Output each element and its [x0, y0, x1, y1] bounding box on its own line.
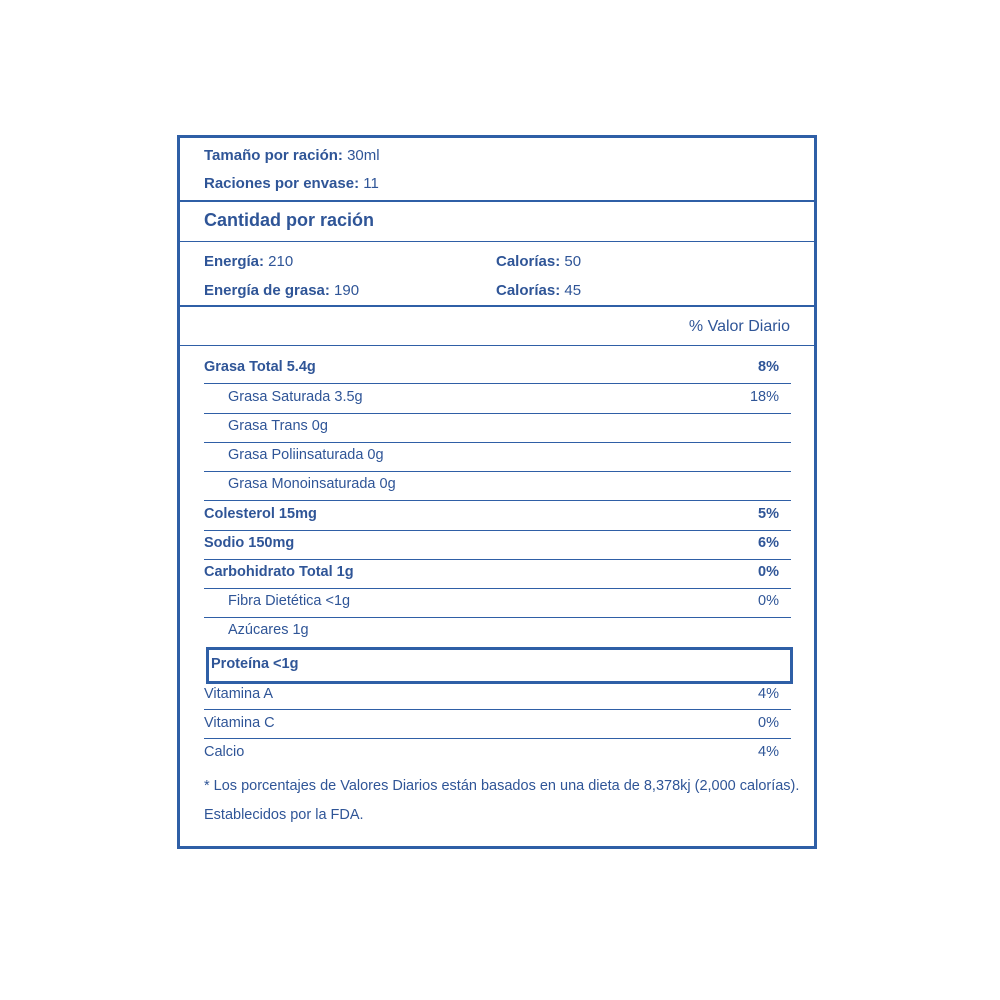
serving-size-value: 30ml: [342, 147, 380, 164]
nutrient-row: [204, 442, 791, 472]
nutrient-row: [204, 384, 791, 414]
vitamin-percent: 4%: [758, 744, 779, 760]
nutrient-row: [204, 471, 791, 501]
servings-per-container: [204, 175, 379, 192]
nutrient-label: Sodio 150mg: [204, 535, 295, 551]
nutrient-label: Colesterol 15mg: [204, 506, 317, 522]
nutrient-row: [204, 559, 791, 589]
nutrient-percent: 0%: [758, 593, 779, 609]
energy-row: [204, 253, 293, 270]
vitamin-row: [204, 681, 791, 710]
vitamin-row: [204, 739, 791, 767]
nutrient-row: [204, 354, 791, 384]
footnote: * Los porcentajes de Valores Diarios están basados en una dieta de 8,378kj (2,000 calorías). Establecidos por la FDA.: [204, 778, 800, 823]
protein-label: Proteína <1g: [211, 656, 299, 672]
nutrient-label: Carbohidrato Total 1g: [204, 564, 354, 580]
servings-count-value: 11: [359, 175, 379, 192]
vitamin-label: Calcio: [204, 744, 245, 760]
vitamin-label: Vitamina A: [204, 686, 274, 702]
nutrient-percent: 5%: [758, 506, 779, 522]
calories-value: 50: [560, 253, 582, 270]
fat-energy-label: Energía de grasa:: [204, 282, 330, 299]
fat-calories-value: 45: [560, 282, 582, 299]
nutrient-row: [204, 501, 791, 531]
protein-row: [206, 647, 793, 684]
nutrient-percent: 8%: [758, 359, 779, 375]
nutrition-facts-label: [177, 135, 817, 849]
nutrient-row: [204, 530, 791, 560]
nutrient-percent: 0%: [758, 564, 779, 580]
servings-count-label: Raciones por envase:: [204, 175, 360, 192]
amount-per-serving-section: [180, 202, 814, 242]
vitamin-row: [204, 710, 791, 739]
serving-size: [204, 147, 380, 164]
nutrient-label: Azúcares 1g: [228, 622, 309, 638]
nutrient-row: [204, 617, 791, 646]
daily-value-header: % Valor Diario: [688, 318, 790, 335]
serving-section: [180, 138, 814, 202]
energy-value: 210: [264, 253, 294, 270]
energy-label: Energía:: [204, 253, 265, 270]
vitamin-percent: 4%: [758, 686, 779, 702]
nutrient-label: Grasa Saturada 3.5g: [228, 389, 363, 405]
nutrient-percent: 6%: [758, 535, 779, 551]
fat-energy-value: 190: [329, 282, 360, 299]
fat-calories-row: [496, 282, 581, 299]
vitamin-label: Vitamina C: [204, 715, 275, 731]
nutrient-label: Grasa Poliinsaturada 0g: [228, 447, 384, 463]
nutrient-label: Fibra Dietética <1g: [228, 593, 351, 609]
calories-label: Calorías:: [496, 253, 561, 270]
fat-energy-row: [204, 282, 359, 299]
serving-size-label: Tamaño por ración:: [204, 147, 343, 164]
nutrient-percent: 18%: [749, 389, 779, 405]
nutrient-row: [204, 413, 791, 443]
nutrient-label: Grasa Total 5.4g: [204, 359, 316, 375]
divider: [180, 345, 814, 346]
amount-title: Cantidad por ración: [204, 210, 375, 230]
nutrient-label: Grasa Trans 0g: [228, 418, 328, 434]
calories-row: [496, 253, 581, 270]
energy-section: [180, 242, 814, 307]
vitamin-percent: 0%: [758, 715, 779, 731]
nutrient-row: [204, 588, 791, 618]
nutrient-label: Grasa Monoinsaturada 0g: [228, 476, 396, 492]
fat-calories-label: Calorías:: [496, 282, 561, 299]
